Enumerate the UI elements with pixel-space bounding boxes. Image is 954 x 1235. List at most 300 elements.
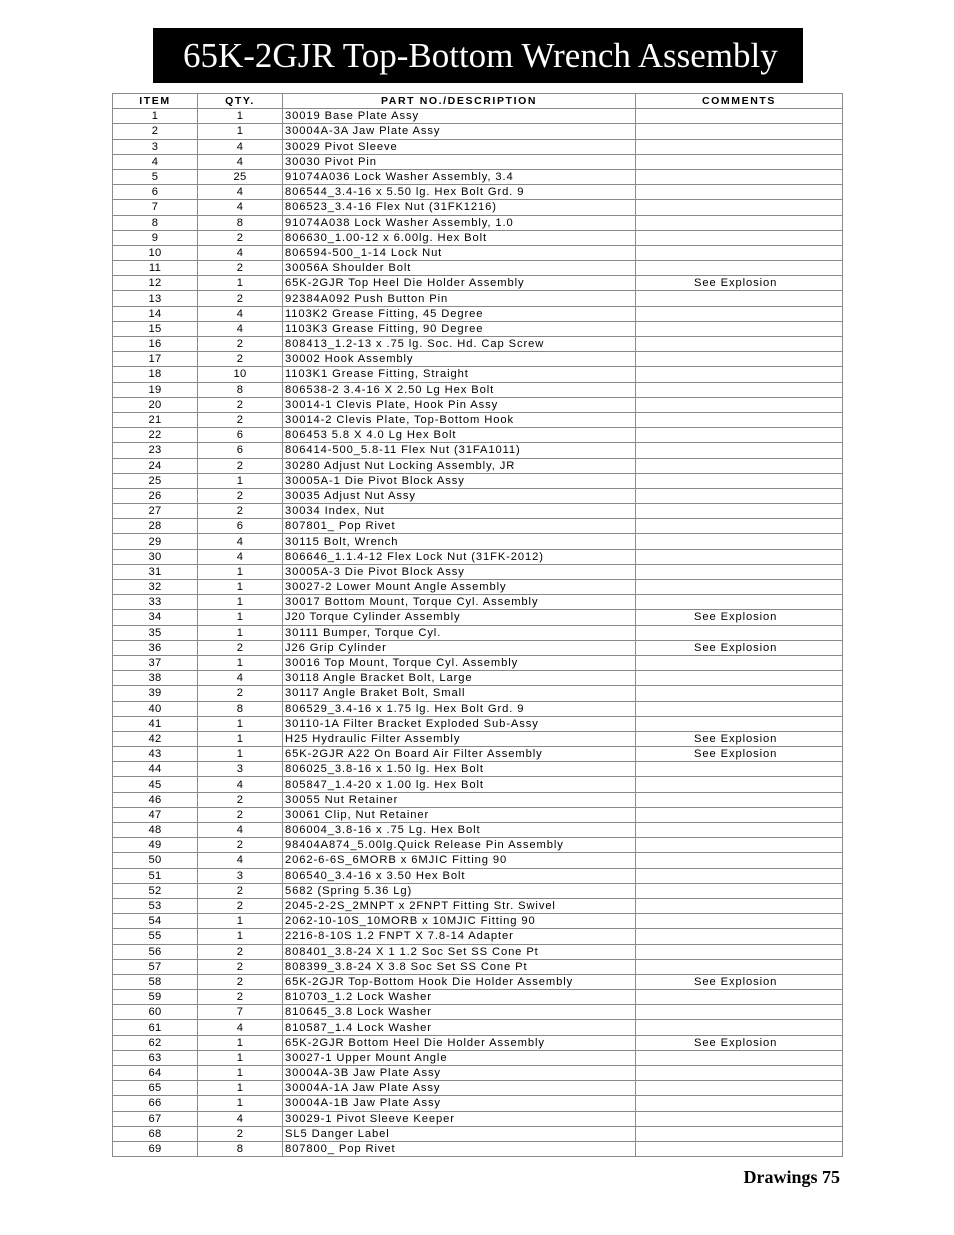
part-description-cell: 65K-2GJR Bottom Heel Die Holder Assembly bbox=[283, 1035, 636, 1050]
table-row bbox=[113, 610, 843, 625]
part-description-cell: 30004A-1A Jaw Plate Assy bbox=[283, 1081, 636, 1096]
comments-cell bbox=[636, 443, 843, 458]
quantity-cell: 2 bbox=[198, 488, 283, 503]
table-row bbox=[113, 731, 843, 746]
item-number-cell: 67 bbox=[113, 1111, 198, 1126]
item-number-cell: 63 bbox=[113, 1050, 198, 1065]
part-description-cell: 30117 Angle Braket Bolt, Small bbox=[283, 686, 636, 701]
item-number-cell: 68 bbox=[113, 1126, 198, 1141]
table-row bbox=[113, 1050, 843, 1065]
item-number-cell: 69 bbox=[113, 1141, 198, 1156]
part-description-cell: 808401_3.8-24 X 1 1.2 Soc Set SS Cone Pt bbox=[283, 944, 636, 959]
column-header-part-description: PART NO./DESCRIPTION bbox=[283, 94, 636, 109]
quantity-cell: 2 bbox=[198, 397, 283, 412]
comments-cell bbox=[636, 488, 843, 503]
item-number-cell: 51 bbox=[113, 868, 198, 883]
part-description-cell: 91074A036 Lock Washer Assembly, 3.4 bbox=[283, 169, 636, 184]
quantity-cell: 1 bbox=[198, 124, 283, 139]
item-number-cell: 65 bbox=[113, 1081, 198, 1096]
quantity-cell: 2 bbox=[198, 792, 283, 807]
table-row bbox=[113, 1111, 843, 1126]
comments-cell bbox=[636, 337, 843, 352]
item-number-cell: 47 bbox=[113, 807, 198, 822]
part-description-cell: 806025_3.8-16 x 1.50 lg. Hex Bolt bbox=[283, 762, 636, 777]
comments-cell bbox=[636, 686, 843, 701]
part-description-cell: 98404A874_5.00lg.Quick Release Pin Assembly bbox=[283, 838, 636, 853]
quantity-cell: 1 bbox=[198, 716, 283, 731]
quantity-cell: 1 bbox=[198, 1035, 283, 1050]
table-row bbox=[113, 276, 843, 291]
table-row bbox=[113, 215, 843, 230]
comments-cell bbox=[636, 1111, 843, 1126]
comments-cell bbox=[636, 1096, 843, 1111]
quantity-cell: 2 bbox=[198, 337, 283, 352]
comments-cell bbox=[636, 1126, 843, 1141]
item-number-cell: 5 bbox=[113, 169, 198, 184]
page-footer: Drawings 75 bbox=[743, 1167, 840, 1187]
item-number-cell: 21 bbox=[113, 412, 198, 427]
part-description-cell: 806630_1.00-12 x 6.00lg. Hex Bolt bbox=[283, 230, 636, 245]
comments-cell bbox=[636, 1081, 843, 1096]
table-row bbox=[113, 747, 843, 762]
item-number-cell: 46 bbox=[113, 792, 198, 807]
item-number-cell: 2 bbox=[113, 124, 198, 139]
item-number-cell: 48 bbox=[113, 823, 198, 838]
part-description-cell: 30035 Adjust Nut Assy bbox=[283, 488, 636, 503]
comments-cell bbox=[636, 519, 843, 534]
part-description-cell: 30004A-1B Jaw Plate Assy bbox=[283, 1096, 636, 1111]
column-header-item: ITEM bbox=[113, 94, 198, 109]
comments-cell bbox=[636, 458, 843, 473]
table-header-row bbox=[113, 94, 843, 109]
table-row bbox=[113, 291, 843, 306]
table-row bbox=[113, 154, 843, 169]
comments-cell: See Explosion bbox=[636, 731, 843, 746]
table-row bbox=[113, 124, 843, 139]
comments-cell bbox=[636, 230, 843, 245]
part-description-cell: 30034 Index, Nut bbox=[283, 504, 636, 519]
quantity-cell: 2 bbox=[198, 261, 283, 276]
quantity-cell: 2 bbox=[198, 898, 283, 913]
item-number-cell: 64 bbox=[113, 1066, 198, 1081]
quantity-cell: 7 bbox=[198, 1005, 283, 1020]
quantity-cell: 2 bbox=[198, 974, 283, 989]
part-description-cell: 1103K1 Grease Fitting, Straight bbox=[283, 367, 636, 382]
quantity-cell: 4 bbox=[198, 306, 283, 321]
item-number-cell: 43 bbox=[113, 747, 198, 762]
quantity-cell: 1 bbox=[198, 276, 283, 291]
quantity-cell: 2 bbox=[198, 838, 283, 853]
item-number-cell: 54 bbox=[113, 914, 198, 929]
item-number-cell: 29 bbox=[113, 534, 198, 549]
item-number-cell: 42 bbox=[113, 731, 198, 746]
quantity-cell: 1 bbox=[198, 109, 283, 124]
item-number-cell: 62 bbox=[113, 1035, 198, 1050]
quantity-cell: 4 bbox=[198, 549, 283, 564]
quantity-cell: 4 bbox=[198, 777, 283, 792]
quantity-cell: 1 bbox=[198, 1081, 283, 1096]
item-number-cell: 52 bbox=[113, 883, 198, 898]
comments-cell bbox=[636, 534, 843, 549]
part-description-cell: 810587_1.4 Lock Washer bbox=[283, 1020, 636, 1035]
part-description-cell: 805847_1.4-20 x 1.00 lg. Hex Bolt bbox=[283, 777, 636, 792]
part-description-cell: 92384A092 Push Button Pin bbox=[283, 291, 636, 306]
part-description-cell: 806004_3.8-16 x .75 Lg. Hex Bolt bbox=[283, 823, 636, 838]
table-row bbox=[113, 762, 843, 777]
part-description-cell: 30029-1 Pivot Sleeve Keeper bbox=[283, 1111, 636, 1126]
table-row bbox=[113, 625, 843, 640]
comments-cell bbox=[636, 549, 843, 564]
comments-cell bbox=[636, 367, 843, 382]
table-row bbox=[113, 640, 843, 655]
table-row bbox=[113, 807, 843, 822]
table-row bbox=[113, 139, 843, 154]
quantity-cell: 4 bbox=[198, 154, 283, 169]
table-row bbox=[113, 868, 843, 883]
item-number-cell: 59 bbox=[113, 990, 198, 1005]
item-number-cell: 31 bbox=[113, 564, 198, 579]
part-description-cell: 1103K3 Grease Fitting, 90 Degree bbox=[283, 321, 636, 336]
comments-cell bbox=[636, 853, 843, 868]
part-description-cell: 806523_3.4-16 Flex Nut (31FK1216) bbox=[283, 200, 636, 215]
parts-table bbox=[112, 93, 843, 1157]
part-description-cell: 30004A-3A Jaw Plate Assy bbox=[283, 124, 636, 139]
part-description-cell: 30014-2 Clevis Plate, Top-Bottom Hook bbox=[283, 412, 636, 427]
quantity-cell: 2 bbox=[198, 458, 283, 473]
item-number-cell: 3 bbox=[113, 139, 198, 154]
comments-cell bbox=[636, 124, 843, 139]
item-number-cell: 19 bbox=[113, 382, 198, 397]
quantity-cell: 4 bbox=[198, 534, 283, 549]
table-row bbox=[113, 944, 843, 959]
comments-cell bbox=[636, 1020, 843, 1035]
part-description-cell: 30115 Bolt, Wrench bbox=[283, 534, 636, 549]
quantity-cell: 2 bbox=[198, 291, 283, 306]
quantity-cell: 2 bbox=[198, 412, 283, 427]
part-description-cell: 806544_3.4-16 x 5.50 lg. Hex Bolt Grd. 9 bbox=[283, 185, 636, 200]
item-number-cell: 27 bbox=[113, 504, 198, 519]
item-number-cell: 37 bbox=[113, 655, 198, 670]
item-number-cell: 12 bbox=[113, 276, 198, 291]
table-row bbox=[113, 488, 843, 503]
table-row bbox=[113, 595, 843, 610]
table-row bbox=[113, 230, 843, 245]
item-number-cell: 60 bbox=[113, 1005, 198, 1020]
quantity-cell: 1 bbox=[198, 914, 283, 929]
table-row bbox=[113, 397, 843, 412]
part-description-cell: 30111 Bumper, Torque Cyl. bbox=[283, 625, 636, 640]
item-number-cell: 24 bbox=[113, 458, 198, 473]
quantity-cell: 2 bbox=[198, 959, 283, 974]
table-row bbox=[113, 853, 843, 868]
comments-cell bbox=[636, 580, 843, 595]
part-description-cell: J26 Grip Cylinder bbox=[283, 640, 636, 655]
table-row bbox=[113, 1096, 843, 1111]
quantity-cell: 2 bbox=[198, 990, 283, 1005]
quantity-cell: 25 bbox=[198, 169, 283, 184]
item-number-cell: 32 bbox=[113, 580, 198, 595]
table-row bbox=[113, 701, 843, 716]
item-number-cell: 7 bbox=[113, 200, 198, 215]
table-row bbox=[113, 200, 843, 215]
part-description-cell: 808413_1.2-13 x .75 lg. Soc. Hd. Cap Screw bbox=[283, 337, 636, 352]
table-row bbox=[113, 261, 843, 276]
comments-cell bbox=[636, 169, 843, 184]
item-number-cell: 33 bbox=[113, 595, 198, 610]
item-number-cell: 28 bbox=[113, 519, 198, 534]
quantity-cell: 8 bbox=[198, 1141, 283, 1156]
item-number-cell: 20 bbox=[113, 397, 198, 412]
quantity-cell: 4 bbox=[198, 200, 283, 215]
table-row bbox=[113, 1141, 843, 1156]
item-number-cell: 9 bbox=[113, 230, 198, 245]
table-row bbox=[113, 473, 843, 488]
table-row bbox=[113, 534, 843, 549]
item-number-cell: 61 bbox=[113, 1020, 198, 1035]
comments-cell bbox=[636, 883, 843, 898]
quantity-cell: 1 bbox=[198, 1066, 283, 1081]
comments-cell: See Explosion bbox=[636, 1035, 843, 1050]
table-row bbox=[113, 990, 843, 1005]
part-description-cell: 806538-2 3.4-16 X 2.50 Lg Hex Bolt bbox=[283, 382, 636, 397]
table-row bbox=[113, 367, 843, 382]
part-description-cell: 30005A-1 Die Pivot Block Assy bbox=[283, 473, 636, 488]
part-description-cell: 806594-500_1-14 Lock Nut bbox=[283, 245, 636, 260]
quantity-cell: 4 bbox=[198, 1111, 283, 1126]
quantity-cell: 2 bbox=[198, 686, 283, 701]
part-description-cell: H25 Hydraulic Filter Assembly bbox=[283, 731, 636, 746]
part-description-cell: 806414-500_5.8-11 Flex Nut (31FA1011) bbox=[283, 443, 636, 458]
item-number-cell: 55 bbox=[113, 929, 198, 944]
quantity-cell: 6 bbox=[198, 519, 283, 534]
table-row bbox=[113, 549, 843, 564]
quantity-cell: 4 bbox=[198, 321, 283, 336]
table-row bbox=[113, 504, 843, 519]
comments-cell bbox=[636, 564, 843, 579]
table-row bbox=[113, 564, 843, 579]
quantity-cell: 1 bbox=[198, 580, 283, 595]
part-description-cell: SL5 Danger Label bbox=[283, 1126, 636, 1141]
quantity-cell: 4 bbox=[198, 1020, 283, 1035]
item-number-cell: 23 bbox=[113, 443, 198, 458]
item-number-cell: 6 bbox=[113, 185, 198, 200]
comments-cell bbox=[636, 914, 843, 929]
part-description-cell: 30055 Nut Retainer bbox=[283, 792, 636, 807]
table-row bbox=[113, 1126, 843, 1141]
part-description-cell: 91074A038 Lock Washer Assembly, 1.0 bbox=[283, 215, 636, 230]
part-description-cell: 806453 5.8 X 4.0 Lg Hex Bolt bbox=[283, 428, 636, 443]
part-description-cell: 30014-1 Clevis Plate, Hook Pin Assy bbox=[283, 397, 636, 412]
part-description-cell: 30016 Top Mount, Torque Cyl. Assembly bbox=[283, 655, 636, 670]
item-number-cell: 8 bbox=[113, 215, 198, 230]
item-number-cell: 36 bbox=[113, 640, 198, 655]
comments-cell bbox=[636, 1005, 843, 1020]
item-number-cell: 14 bbox=[113, 306, 198, 321]
quantity-cell: 4 bbox=[198, 245, 283, 260]
table-row bbox=[113, 337, 843, 352]
quantity-cell: 8 bbox=[198, 382, 283, 397]
item-number-cell: 38 bbox=[113, 671, 198, 686]
quantity-cell: 1 bbox=[198, 564, 283, 579]
table-row bbox=[113, 185, 843, 200]
part-description-cell: 30056A Shoulder Bolt bbox=[283, 261, 636, 276]
part-description-cell: 30002 Hook Assembly bbox=[283, 352, 636, 367]
comments-cell bbox=[636, 671, 843, 686]
table-row bbox=[113, 777, 843, 792]
part-description-cell: 65K-2GJR Top Heel Die Holder Assembly bbox=[283, 276, 636, 291]
table-row bbox=[113, 306, 843, 321]
quantity-cell: 2 bbox=[198, 944, 283, 959]
comments-cell bbox=[636, 245, 843, 260]
quantity-cell: 1 bbox=[198, 747, 283, 762]
quantity-cell: 1 bbox=[198, 610, 283, 625]
quantity-cell: 2 bbox=[198, 1126, 283, 1141]
comments-cell: See Explosion bbox=[636, 974, 843, 989]
comments-cell bbox=[636, 412, 843, 427]
comments-cell bbox=[636, 109, 843, 124]
item-number-cell: 18 bbox=[113, 367, 198, 382]
table-row bbox=[113, 352, 843, 367]
item-number-cell: 40 bbox=[113, 701, 198, 716]
quantity-cell: 2 bbox=[198, 352, 283, 367]
table-row bbox=[113, 1066, 843, 1081]
comments-cell bbox=[636, 1066, 843, 1081]
item-number-cell: 50 bbox=[113, 853, 198, 868]
item-number-cell: 15 bbox=[113, 321, 198, 336]
table-row bbox=[113, 458, 843, 473]
item-number-cell: 39 bbox=[113, 686, 198, 701]
item-number-cell: 66 bbox=[113, 1096, 198, 1111]
item-number-cell: 49 bbox=[113, 838, 198, 853]
comments-cell bbox=[636, 291, 843, 306]
quantity-cell: 1 bbox=[198, 473, 283, 488]
comments-cell bbox=[636, 655, 843, 670]
page-title: 65K-2GJR Top-Bottom Wrench Assembly bbox=[153, 28, 803, 83]
table-row bbox=[113, 655, 843, 670]
table-row bbox=[113, 109, 843, 124]
item-number-cell: 25 bbox=[113, 473, 198, 488]
item-number-cell: 44 bbox=[113, 762, 198, 777]
quantity-cell: 1 bbox=[198, 595, 283, 610]
item-number-cell: 41 bbox=[113, 716, 198, 731]
quantity-cell: 1 bbox=[198, 1096, 283, 1111]
item-number-cell: 35 bbox=[113, 625, 198, 640]
table-row bbox=[113, 914, 843, 929]
part-description-cell: 808399_3.8-24 X 3.8 Soc Set SS Cone Pt bbox=[283, 959, 636, 974]
comments-cell bbox=[636, 1141, 843, 1156]
quantity-cell: 2 bbox=[198, 504, 283, 519]
part-description-cell: 2216-8-10S 1.2 FNPT X 7.8-14 Adapter bbox=[283, 929, 636, 944]
comments-cell bbox=[636, 382, 843, 397]
comments-cell bbox=[636, 625, 843, 640]
item-number-cell: 11 bbox=[113, 261, 198, 276]
comments-cell bbox=[636, 306, 843, 321]
comments-cell: See Explosion bbox=[636, 747, 843, 762]
comments-cell bbox=[636, 701, 843, 716]
comments-cell bbox=[636, 352, 843, 367]
comments-cell bbox=[636, 807, 843, 822]
quantity-cell: 2 bbox=[198, 640, 283, 655]
part-description-cell: 65K-2GJR A22 On Board Air Filter Assembly bbox=[283, 747, 636, 762]
quantity-cell: 6 bbox=[198, 443, 283, 458]
table-row bbox=[113, 883, 843, 898]
comments-cell bbox=[636, 823, 843, 838]
part-description-cell: 30061 Clip, Nut Retainer bbox=[283, 807, 636, 822]
quantity-cell: 6 bbox=[198, 428, 283, 443]
comments-cell bbox=[636, 990, 843, 1005]
quantity-cell: 2 bbox=[198, 230, 283, 245]
table-row bbox=[113, 580, 843, 595]
quantity-cell: 4 bbox=[198, 853, 283, 868]
table-row bbox=[113, 929, 843, 944]
comments-cell bbox=[636, 261, 843, 276]
table-row bbox=[113, 321, 843, 336]
table-row bbox=[113, 412, 843, 427]
part-description-cell: 806646_1.1.4-12 Flex Lock Nut (31FK-2012) bbox=[283, 549, 636, 564]
item-number-cell: 16 bbox=[113, 337, 198, 352]
part-description-cell: 30004A-3B Jaw Plate Assy bbox=[283, 1066, 636, 1081]
part-description-cell: 2045-2-2S_2MNPT x 2FNPT Fitting Str. Swivel bbox=[283, 898, 636, 913]
table-row bbox=[113, 169, 843, 184]
item-number-cell: 34 bbox=[113, 610, 198, 625]
table-row bbox=[113, 443, 843, 458]
part-description-cell: 30017 Bottom Mount, Torque Cyl. Assembly bbox=[283, 595, 636, 610]
table-row bbox=[113, 686, 843, 701]
table-row bbox=[113, 382, 843, 397]
part-description-cell: 810703_1.2 Lock Washer bbox=[283, 990, 636, 1005]
part-description-cell: 806540_3.4-16 x 3.50 Hex Bolt bbox=[283, 868, 636, 883]
table-row bbox=[113, 1081, 843, 1096]
item-number-cell: 13 bbox=[113, 291, 198, 306]
comments-cell bbox=[636, 200, 843, 215]
part-description-cell: 2062-6-6S_6MORB x 6MJIC Fitting 90 bbox=[283, 853, 636, 868]
item-number-cell: 58 bbox=[113, 974, 198, 989]
comments-cell bbox=[636, 139, 843, 154]
part-description-cell: 30029 Pivot Sleeve bbox=[283, 139, 636, 154]
comments-cell: See Explosion bbox=[636, 640, 843, 655]
part-description-cell: 30027-1 Upper Mount Angle bbox=[283, 1050, 636, 1065]
comments-cell bbox=[636, 595, 843, 610]
table-row bbox=[113, 519, 843, 534]
item-number-cell: 1 bbox=[113, 109, 198, 124]
quantity-cell: 1 bbox=[198, 655, 283, 670]
comments-cell: See Explosion bbox=[636, 610, 843, 625]
table-row bbox=[113, 1035, 843, 1050]
quantity-cell: 3 bbox=[198, 868, 283, 883]
quantity-cell: 4 bbox=[198, 139, 283, 154]
part-description-cell: 806529_3.4-16 x 1.75 lg. Hex Bolt Grd. 9 bbox=[283, 701, 636, 716]
item-number-cell: 17 bbox=[113, 352, 198, 367]
comments-cell bbox=[636, 397, 843, 412]
part-description-cell: 30005A-3 Die Pivot Block Assy bbox=[283, 564, 636, 579]
item-number-cell: 57 bbox=[113, 959, 198, 974]
item-number-cell: 22 bbox=[113, 428, 198, 443]
table-row bbox=[113, 823, 843, 838]
comments-cell bbox=[636, 428, 843, 443]
comments-cell bbox=[636, 321, 843, 336]
quantity-cell: 8 bbox=[198, 215, 283, 230]
part-description-cell: 30110-1A Filter Bracket Exploded Sub-Assy bbox=[283, 716, 636, 731]
quantity-cell: 1 bbox=[198, 1050, 283, 1065]
part-description-cell: 65K-2GJR Top-Bottom Hook Die Holder Assembly bbox=[283, 974, 636, 989]
comments-cell bbox=[636, 504, 843, 519]
table-row bbox=[113, 716, 843, 731]
quantity-cell: 10 bbox=[198, 367, 283, 382]
comments-cell bbox=[636, 154, 843, 169]
table-row bbox=[113, 838, 843, 853]
parts-table-body bbox=[113, 109, 843, 1157]
comments-cell bbox=[636, 1050, 843, 1065]
